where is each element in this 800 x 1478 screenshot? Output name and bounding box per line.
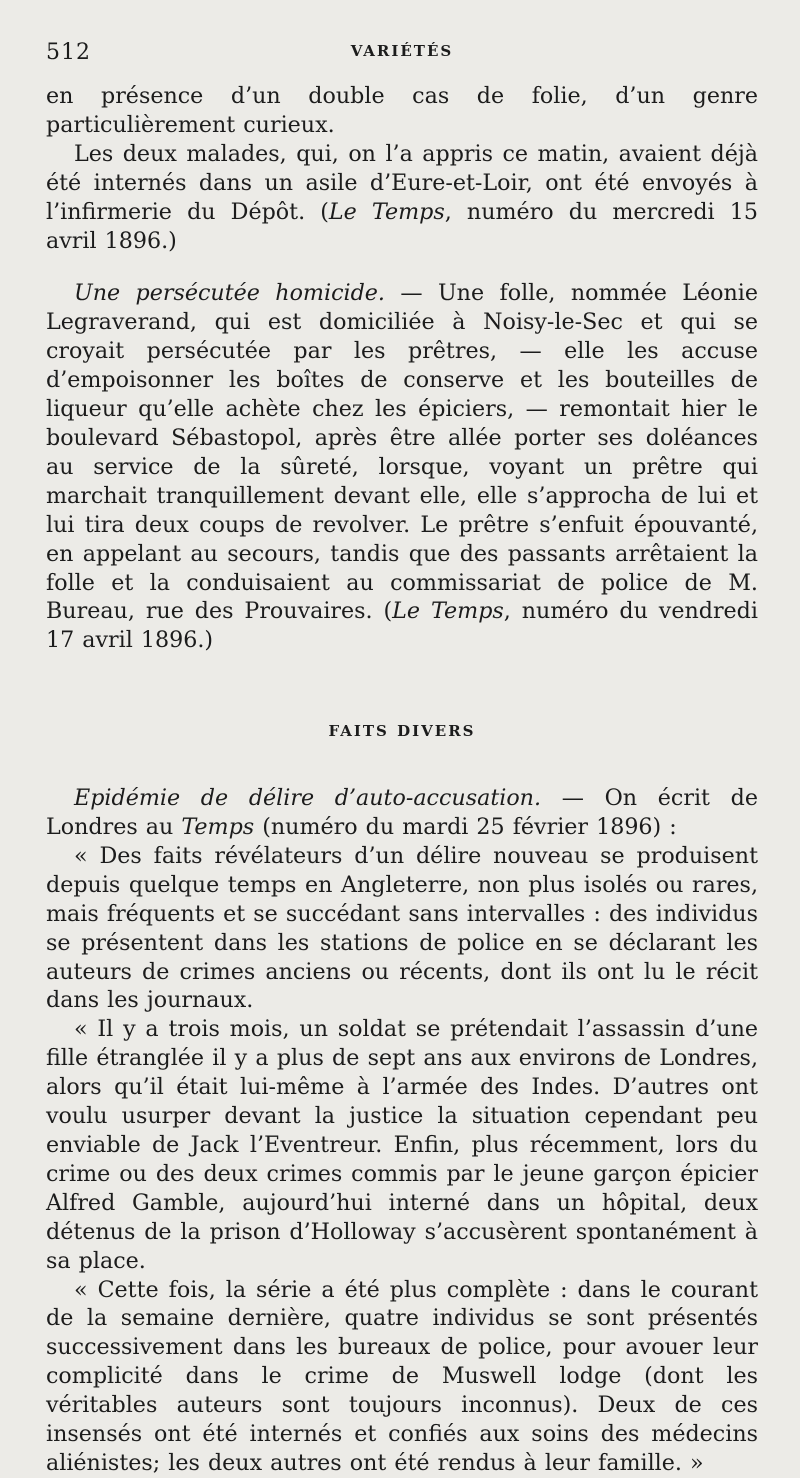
paragraph-epidemie — [46, 784, 758, 842]
quote-paragraph-3: « Cette fois, la série a été plus complète : dans le courant de la semaine dernière, quatre individus se sont présentés successivement dans les bureaux de police, pour avouer leur complicité dans le crime de Muswell lodge (dont les véritables auteurs sont toujours inconnus). Deux de ces insensés ont été internés et confiés aux soins des médecins aliénistes; les deux autres ont été rendus à leur famille. » — [46, 1276, 758, 1476]
paragraph-two-patients — [46, 140, 758, 256]
source-reference: , numéro du vendredi 17 avril 1896.) — [46, 598, 758, 654]
article-title: Une persécutée homicide. — [74, 280, 385, 307]
paragraph-text: — On écrit de Londres au — [46, 785, 758, 841]
paragraph-gap — [46, 255, 758, 279]
source-title: Le Temps — [392, 598, 504, 625]
paragraph-text: Les deux malades, qui, on l’a appris ce matin, avaient déjà été internés dans un asile d’Eure-et-Loir, ont été envoyés à l’infirmerie du Dépôt. ( — [46, 140, 758, 225]
page-header — [46, 34, 758, 82]
source-title: Temps — [181, 814, 255, 841]
article-title: Epidémie de délire d’auto-accusation. — [74, 785, 542, 812]
paragraph-continued: en présence d’un double cas de folie, d’un genre particulièrement curieux. — [46, 83, 758, 138]
paragraph-persecutee — [46, 279, 758, 655]
quote-paragraph-1: « Des faits révélateurs d’un délire nouveau se produisent depuis quelque temps en Angleterre, non plus isolés ou rares, mais fréquents et se succédant sans intervalles : des individus se présentent dans les stations de police en se déclarant les auteurs de crimes anciens ou récents, dont ils ont lu le récit dans les journaux. — [46, 842, 758, 1014]
section-heading: FAITS DIVERS — [328, 722, 476, 741]
source-reference: (numéro du mardi 25 février 1896) : — [254, 814, 677, 841]
source-title: Le Temps — [328, 198, 445, 225]
source-reference: , numéro du mercredi 15 avril 1896.) — [46, 198, 758, 254]
body-text — [46, 82, 758, 1478]
page-number: 512 — [46, 40, 91, 65]
running-title: VARIÉTÉS — [350, 42, 454, 60]
paragraph-text: — Une folle, nommée Léonie Legraverand, qui est domiciliée à Noisy-le-Sec et qui se croyait persécutée par les prêtres, — elle les accuse d’empoisonner les boîtes de conserve et les bouteilles de liqueur qu’elle achète chez les épiciers, — remontait hier le boulevard Sébastopol, après être allée porter ses doléances au service de la sûreté, lorsque, voyant un prêtre qui marchait tranquillement devant elle, elle s’approcha de lui et lui tira deux coups de revolver. Le prêtre s’enfuit épouvanté, en appelant au secours, tandis que des passants arrêtaient la folle et la conduisaient au commissariat de police de M. Bureau, rue des Prouvaires. ( — [46, 280, 758, 625]
quote-paragraph-2: « Il y a trois mois, un soldat se prétendait l’assassin d’une fille étranglée il y a plus de sept ans aux environs de Londres, alors qu’il était lui-même à l’armée des Indes. D’autres ont voulu usurper devant la justice la situation cependant peu enviable de Jack l’Eventreur. Enfin, plus récemment, lors du crime ou des deux crimes commis par le jeune garçon épicier Alfred Gamble, aujourd’hui interné dans un hôpital, deux détenus de la prison d’Holloway s’accusèrent spontanément à sa place. — [46, 1016, 758, 1274]
